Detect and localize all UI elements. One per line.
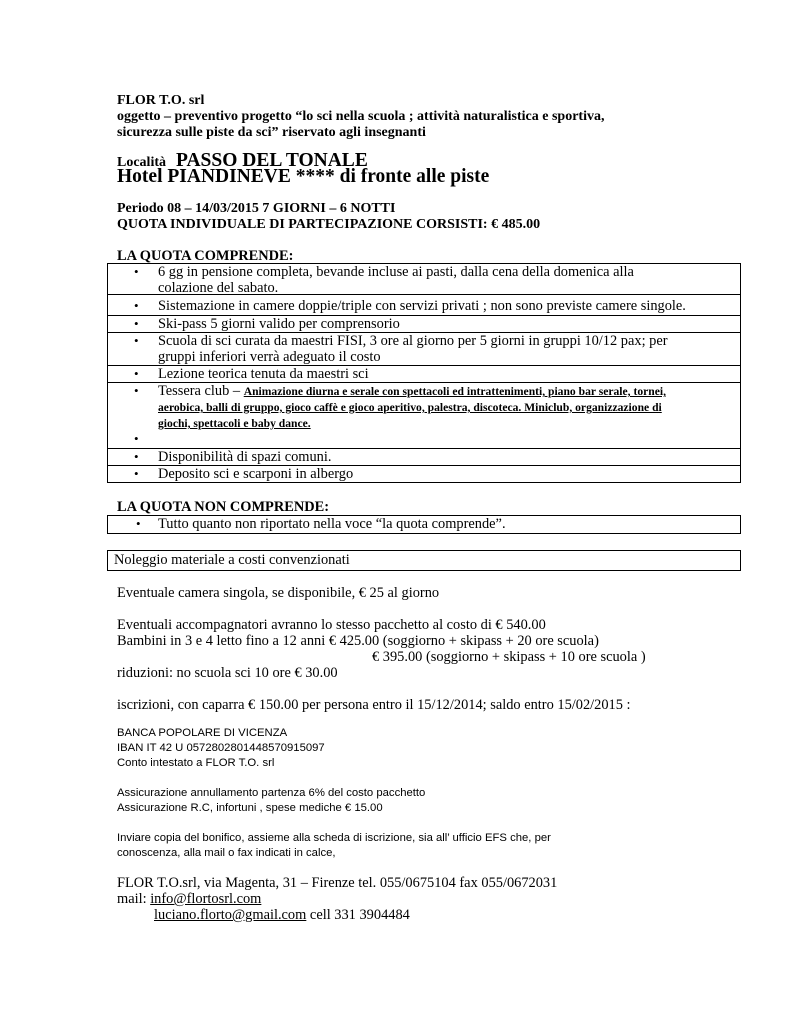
bullet: •: [134, 298, 139, 313]
hotel-name: Hotel PIANDINEVE **** di fronte alle piste: [117, 166, 490, 187]
subject-line-2: sicurezza sulle piste da sci” riservato agli insegnanti: [117, 125, 426, 140]
list-item: • Deposito sci e scarponi in albergo: [108, 465, 740, 482]
quota-line: QUOTA INDIVIDUALE DI PARTECIPAZIONE CORSISTI: € 485.00: [117, 217, 541, 232]
bank-iban: IBAN IT 42 U 0572802801448570915097: [117, 742, 325, 754]
bullet: •: [134, 316, 139, 331]
insurance-line-2: Assicurazione R.C, infortuni , spese mediche € 15.00: [117, 802, 383, 814]
registrations-text: iscrizioni, con caparra € 150.00 per persona entro il 15/12/2014; saldo entro 15/02/2015 :: [117, 697, 631, 713]
period-line: Periodo 08 – 14/03/2015 7 GIORNI – 6 NOTTI: [117, 201, 396, 216]
list-item: • Lezione teorica tenuta da maestri sci: [108, 365, 740, 382]
list-item: • Tutto quanto non riportato nella voce “la quota comprende”.: [136, 516, 506, 532]
footer-mail-line-2: [154, 907, 410, 923]
subject-line-1: oggetto – preventivo progetto “lo sci nella scuola ; attività naturalistica e sportiva,: [117, 109, 605, 124]
insurance-line-1: Assicurazione annullamento partenza 6% del costo pacchetto: [117, 787, 426, 799]
excludes-title: LA QUOTA NON COMPRENDE:: [117, 499, 330, 515]
list-item: • 6 gg in pensione completa, bevande incluse ai pasti, dalla cena della domenica alla colazione del sabato.: [134, 264, 634, 296]
bullet: •: [136, 516, 141, 531]
bullet: •: [134, 264, 139, 279]
includes-title: LA QUOTA COMPRENDE:: [117, 248, 294, 264]
bullet: •: [134, 383, 139, 398]
email-link-luciano: luciano.florto@gmail.com: [154, 907, 307, 923]
mail-label: mail:: [117, 891, 151, 907]
list-item: • Tessera club – Animazione diurna e serale con spettacoli ed intrattenimenti, piano bar serale, tornei, aerobica, balli di gruppo, gioco caffè e gioco aperitivo, palestra, discoteca. Miniclub, organizzazione di giochi, spettacoli e baby dance. •: [108, 382, 740, 448]
excludes-table: [107, 515, 741, 534]
bullet: •: [134, 449, 139, 464]
bullet: •: [134, 333, 139, 348]
list-item: • Sistemazione in camere doppie/triple con servizi privati ; non sono previste camere singole.: [108, 294, 740, 315]
bullet: •: [134, 466, 139, 481]
cell-number: cell 331 3904484: [306, 907, 410, 923]
children-text-2: € 395.00 (soggiorno + skipass + 10 ore scuola ): [372, 649, 646, 665]
footer-address: FLOR T.O.srl, via Magenta, 31 – Firenze tel. 055/0675104 fax 055/0672031: [117, 875, 558, 891]
company-name: FLOR T.O. srl: [117, 93, 205, 108]
reductions-text: riduzioni: no scuola sci 10 ore € 30.00: [117, 665, 338, 681]
list-item: • Disponibilità di spazi comuni.: [108, 448, 740, 465]
location-label: Località: [117, 155, 166, 170]
companions-text: Eventuali accompagnatori avranno lo stesso pacchetto al costo di € 540.00: [117, 617, 546, 633]
children-text: Bambini in 3 e 4 letto fino a 12 anni € 425.00 (soggiorno + skipass + 20 ore scuola): [117, 633, 599, 649]
single-room-text: Eventuale camera singola, se disponibile, € 25 al giorno: [117, 585, 440, 601]
bullet: •: [134, 366, 139, 381]
location-name: PASSO DEL TONALE: [176, 150, 368, 171]
bank-holder: Conto intestato a FLOR T.O. srl: [117, 757, 275, 769]
includes-table: [107, 263, 741, 483]
email-link-info: info@flortosrl.com: [150, 891, 262, 907]
rental-box: Noleggio materiale a costi convenzionati: [107, 550, 741, 571]
note-line-1: Inviare copia del bonifico, assieme alla scheda di iscrizione, sia all’ ufficio EFS che, per: [117, 832, 551, 844]
footer-mail-line: [117, 891, 261, 907]
list-item: • Ski-pass 5 giorni valido per comprensorio: [108, 315, 740, 332]
note-line-2: conoscenza, alla mail o fax indicati in calce,: [117, 847, 336, 859]
bank-name: BANCA POPOLARE DI VICENZA: [117, 727, 288, 739]
bullet: •: [134, 431, 139, 446]
list-item: • Scuola di sci curata da maestri FISI, 3 ore al giorno per 5 giorni in gruppi 10/12 pax; per gruppi inferiori verrà adeguato il costo: [108, 332, 740, 365]
